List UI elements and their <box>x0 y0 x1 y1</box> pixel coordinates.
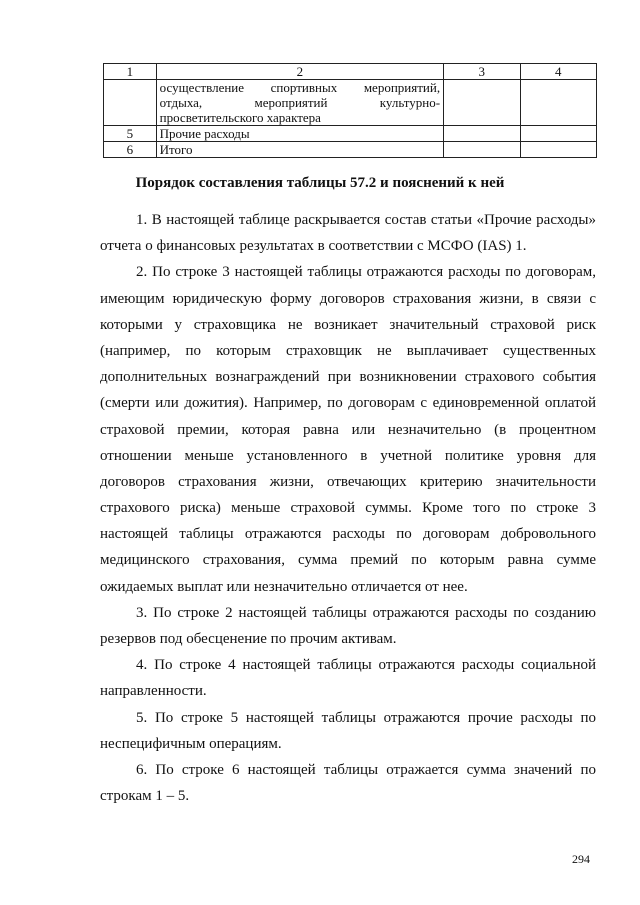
body-text <box>100 207 596 809</box>
text-line: (например, по которым страховщик не выплачивает существенных <box>100 342 596 359</box>
row-value-cell <box>444 80 520 126</box>
row-value-cell <box>520 126 596 142</box>
header-cell-4: 4 <box>520 64 596 80</box>
text-line: дополнительных вознаграждений при возникновении страхового события <box>100 369 596 386</box>
text-line: страховой премии, которая равна или незначительно (в процентном <box>100 421 596 438</box>
header-cell-3: 3 <box>444 64 520 80</box>
text-line: договоров страхования жизни, отвечающих критерию значительности <box>100 473 596 490</box>
row-value-cell <box>444 126 520 142</box>
text-line: резервов под обесценение по прочим активам. <box>100 631 397 647</box>
text-line: 5. По строке 5 настоящей таблицы отражаются прочие расходы по <box>136 709 596 726</box>
header-cell-2: 2 <box>156 64 443 80</box>
text-line: имеющим юридическую форму договоров страхования жизни, в связи с <box>100 290 596 307</box>
text-line: 1. В настоящей таблице раскрывается состав статьи «Прочие расходы» <box>136 212 596 228</box>
row-value-cell <box>520 142 596 158</box>
text-line: страхового риска) меньше страховой суммы. Кроме того по строке 3 <box>100 500 596 517</box>
text-line: направленности. <box>100 683 207 700</box>
page-number: 294 <box>572 852 590 866</box>
row-number-cell <box>104 80 157 126</box>
row-description-cell <box>156 80 443 126</box>
text-line: отчета о финансовых результатах в соответствии с МСФО (IAS) 1. <box>100 238 527 255</box>
text-line: строкам 1 – 5. <box>100 788 190 805</box>
table-row <box>104 142 597 158</box>
paragraph-5 <box>100 705 596 757</box>
text-line: ожидаемых выплат или незначительно отличается от нее. <box>100 578 468 595</box>
expenses-table <box>103 63 597 158</box>
text-line: 3. По строке 2 настоящей таблицы отражаются расходы по созданию <box>136 604 596 621</box>
text-line: настоящей таблицы отражаются расходы по договорам добровольного <box>100 526 596 543</box>
row-value-cell <box>520 80 596 126</box>
table-row <box>104 80 597 126</box>
table-row <box>104 126 597 142</box>
text-line: отношении меньше установленного в учетной политике уровня для <box>100 447 596 464</box>
row-description-cell: Прочие расходы <box>156 126 443 142</box>
text-line: которыми у страховщика не возникает значительный страховой риск <box>100 316 596 333</box>
paragraph-6 <box>100 757 596 809</box>
text-line: медицинского страхования, сумма премий по которым равна сумме <box>100 552 596 569</box>
text-line: 6. По строке 6 настоящей таблицы отражается сумма значений по <box>136 761 596 778</box>
paragraph-1 <box>100 207 596 259</box>
text-line: (смерти или дожития). Например, по договорам с единовременной оплатой <box>100 395 596 412</box>
table-header-row <box>104 64 597 80</box>
row-description-cell: Итого <box>156 142 443 158</box>
row-description-line: просветительского характера <box>159 110 321 125</box>
text-line: 2. По строке 3 настоящей таблицы отражаются расходы по договорам, <box>136 264 596 281</box>
paragraph-4 <box>100 652 596 704</box>
row-description-line: осуществление спортивных мероприятий, <box>159 80 441 95</box>
section-title: Порядок составления таблицы 57.2 и пояснений к ней <box>135 175 505 191</box>
row-value-cell <box>444 142 520 158</box>
row-number-cell: 5 <box>104 126 157 142</box>
text-line: неспецифичным операциям. <box>100 735 282 752</box>
text-line: 4. По строке 4 настоящей таблицы отражаются расходы социальной <box>136 657 596 674</box>
paragraph-2 <box>100 259 596 599</box>
row-number-cell: 6 <box>104 142 157 158</box>
row-description-line: отдыха, мероприятий культурно- <box>159 95 441 110</box>
paragraph-3 <box>100 600 596 652</box>
header-cell-1: 1 <box>104 64 157 80</box>
